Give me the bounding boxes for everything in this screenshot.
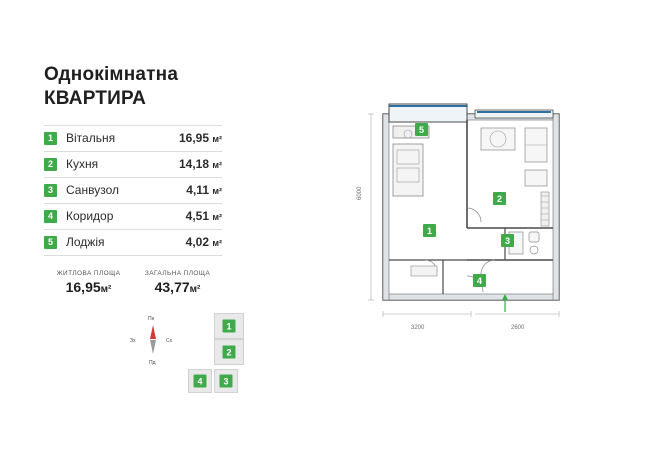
room-area <box>186 183 222 197</box>
compass-west-label: Зх <box>130 338 136 344</box>
room-area-unit: м² <box>212 134 222 144</box>
title-line-1: Однокімнатна <box>44 64 179 85</box>
room-number-badge: 1 <box>44 132 57 145</box>
room-number-badge: 2 <box>223 346 236 359</box>
floor-plan-drawing <box>355 100 605 330</box>
room-number-badge: 3 <box>220 375 233 388</box>
room-number-badge: 4 <box>194 375 207 388</box>
room-number-badge: 2 <box>44 158 57 171</box>
room-area <box>186 235 222 249</box>
mini-plan-cell-3 <box>214 369 238 393</box>
room-area-value: 4,11 <box>186 183 209 197</box>
room-area <box>179 157 222 171</box>
page-title <box>44 63 244 111</box>
room-area-unit: м² <box>212 238 222 248</box>
list-item <box>44 178 222 204</box>
room-number-badge: 1 <box>223 320 236 333</box>
room-area-unit: м² <box>212 186 222 196</box>
room-area-value: 14,18 <box>178 157 209 171</box>
list-item <box>44 152 222 178</box>
compass-north-label: Пн <box>148 316 155 322</box>
list-item <box>44 204 222 230</box>
orientation-graphics <box>128 313 244 403</box>
total-area-value: 43,77 <box>154 278 190 295</box>
room-list <box>44 125 222 256</box>
totals-section <box>44 270 222 295</box>
living-area-label: ЖИТЛОВА ПЛОЩА <box>56 269 121 277</box>
mini-plan-cell-1 <box>214 313 244 339</box>
list-item <box>44 230 222 256</box>
compass-needle-north-icon <box>150 325 156 339</box>
living-area-value: 16,95 <box>65 278 101 295</box>
floor-plan-svg <box>355 100 605 330</box>
room-name: Коридор <box>66 209 114 223</box>
room-number-badge: 5 <box>44 236 57 249</box>
room-name: Лоджія <box>66 235 105 249</box>
list-item <box>44 125 222 152</box>
room-number-badge: 4 <box>44 210 57 223</box>
total-area-label: ЗАГАЛЬНА ПЛОЩА <box>144 269 211 277</box>
room-area <box>186 209 222 223</box>
title-line-2: КВАРТИРА <box>44 87 147 109</box>
plan-badge-bathroom: 3 <box>501 234 514 247</box>
living-area-block <box>44 270 133 295</box>
room-name: Вітальня <box>66 131 116 145</box>
living-area-unit: м² <box>100 283 112 295</box>
plan-badge-living: 1 <box>423 224 436 237</box>
compass-south-label: Пд <box>149 360 156 366</box>
room-area-value: 4,02 <box>185 235 209 249</box>
compass-east-label: Сх <box>166 338 173 344</box>
mini-plan-cell-2 <box>214 339 244 365</box>
room-area <box>179 131 222 145</box>
dimension-bottom-left: 3200 <box>411 325 425 331</box>
mini-plan-diagram <box>184 313 244 397</box>
room-name: Санвузол <box>66 183 119 197</box>
compass-icon <box>128 316 176 368</box>
plan-badge-loggia: 5 <box>415 123 428 136</box>
dimension-bottom-right: 2600 <box>511 325 525 331</box>
plan-badge-corridor: 4 <box>473 274 486 287</box>
room-name: Кухня <box>66 157 99 171</box>
total-area-unit: м² <box>189 283 201 295</box>
room-area-unit: м² <box>212 212 222 222</box>
plan-badge-kitchen: 2 <box>493 192 506 205</box>
dimension-left: 6000 <box>357 186 363 200</box>
room-area-unit: м² <box>212 160 222 170</box>
living-area-value-wrap <box>44 279 133 295</box>
compass-needle-south-icon <box>150 340 156 354</box>
room-number-badge: 3 <box>44 184 57 197</box>
room-area-value: 4,51 <box>185 209 209 223</box>
total-area-value-wrap <box>133 279 222 295</box>
mini-plan-cell-4 <box>188 369 212 393</box>
total-area-block <box>133 270 222 295</box>
room-area-value: 16,95 <box>178 131 209 145</box>
info-panel <box>44 63 244 295</box>
